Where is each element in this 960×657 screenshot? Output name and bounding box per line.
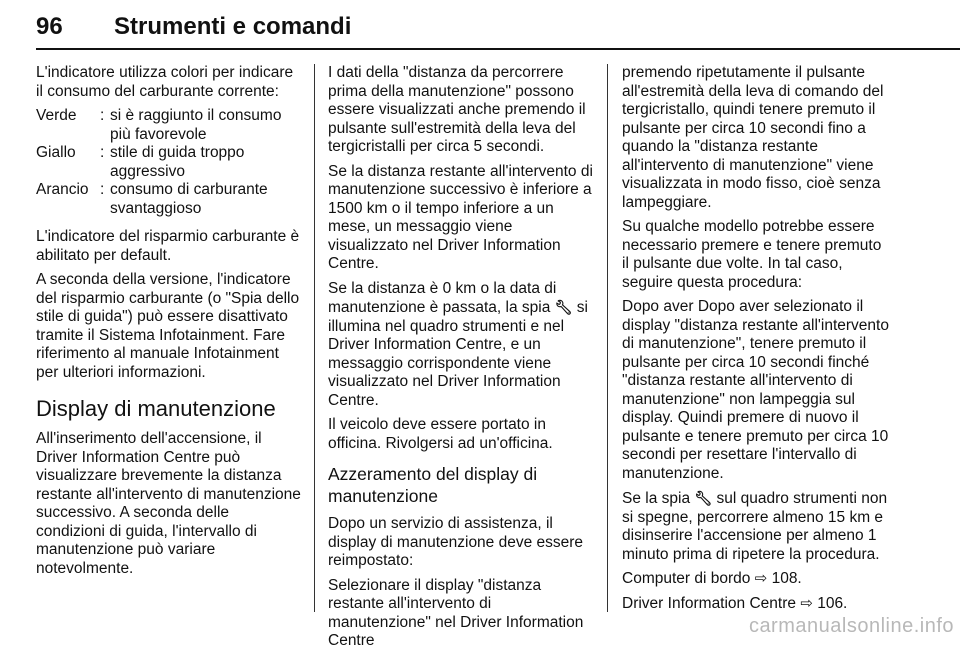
paragraph: A seconda della versione, l'indicatore del risparmio carburante (o "Spia dello stile di guida") può essere disattivato tramite il Sistema Infotainment. Fare riferimento al manuale Infotainment per ulteriori informazioni.: [36, 271, 300, 381]
paragraph: All'inserimento dell'accensione, il Driver Information Centre può visualizzare brevemente la distanza restante all'intervento di manutenzione successivo. A seconda delle condizioni di guida, l'intervallo di manutenzione può variare notevolmente.: [36, 430, 301, 577]
reference-text: Driver Information Centre: [622, 594, 801, 612]
cross-reference[interactable]: [622, 595, 892, 614]
definition-row: [36, 107, 302, 144]
section-heading: Display di manutenzione: [36, 396, 276, 421]
definition-separator: :: [100, 181, 105, 198]
definition-separator: :: [100, 144, 105, 161]
column-divider-2: [607, 64, 608, 612]
watermark: carmanualsonline.info: [748, 615, 954, 637]
paragraph-text: Se la spia: [622, 490, 695, 507]
reference-page: 108.: [767, 570, 802, 587]
paragraph: L'indicatore del risparmio carburante è abilitato per default.: [36, 228, 300, 264]
definition-term: Giallo: [36, 144, 76, 161]
page-reference-arrow-icon: ⇨: [754, 570, 768, 587]
column-1: [36, 64, 302, 584]
paragraph: premendo ripetutamente il pulsante all'estremità della leva di comando del tergicristallo, quindi tenere premuto il pulsante per circa 10 secondi fino a quando la "distanza restante all'intervento di manutenzione" viene visualizzata in modo fisso, cioè senza lampeggiare.: [622, 64, 884, 211]
cross-reference[interactable]: [622, 570, 892, 589]
subsection-heading: Azzeramento del display di manutenzione: [328, 464, 538, 506]
paragraph: Dopo un servizio di assistenza, il display di manutenzione deve essere reimpostato:: [328, 515, 584, 569]
paragraph: I dati della "distanza da percorrere prima della manutenzione" possono essere visualizzati anche premendo il pulsante sull'estremità della leva del tergicristalli per circa 5 secondi.: [328, 64, 586, 155]
reference-page: 106.: [812, 594, 848, 612]
definition-description: stile di guida troppo aggressivo: [110, 144, 245, 180]
paragraph-text: Se la distanza è 0 km o la data di manutenzione è passata, la spia: [328, 279, 557, 316]
definition-description: si è raggiunto il consumo più favorevole: [110, 107, 282, 143]
paragraph-text: sul quadro strumenti non si spegne, percorrere almeno 15 km e disinserire l'accensione per almeno 1 minuto prima di ripetere la procedura.: [622, 490, 888, 563]
header-divider: [36, 48, 960, 50]
definition-row: [36, 181, 302, 218]
column-3: [622, 64, 892, 619]
color-definitions: [36, 107, 302, 218]
definition-term: Arancio: [36, 181, 89, 198]
column-divider-1: [314, 64, 315, 612]
paragraph: Dopo aver Dopo aver selezionato il display "distanza restante all'intervento di manutenzione", tenere premuto il pulsante per circa 10 secondi finché "distanza restante all'intervento di manutenzione" non lampeggia sul display. Quindi premere di nuovo il pulsante e tenere premuto per circa 10 secondi per resettare l'intervallo di manutenzione.: [622, 298, 889, 482]
section-title: Strumenti e comandi: [114, 13, 352, 40]
page-header: [0, 0, 960, 56]
paragraph: L'indicatore utilizza colori per indicare il consumo del carburante corrente:: [36, 64, 294, 100]
paragraph: [328, 280, 596, 411]
reference-text: Computer di bordo: [622, 570, 755, 587]
definition-description: consumo di carburante svantaggioso: [110, 181, 268, 217]
definition-separator: :: [100, 107, 105, 124]
paragraph: [622, 489, 892, 564]
paragraph-text: si illumina nel quadro strumenti e nel Driver Information Centre, e un messaggio corrispondente viene visualizzato nel Driver Information Centre.: [328, 299, 588, 409]
definition-row: [36, 144, 302, 181]
paragraph: Selezionare il display "distanza restante all'intervento di manutenzione" nel Driver Information Centre: [328, 576, 584, 649]
paragraph: Su qualche modello potrebbe essere necessario premere e tenere premuto il pulsante due volte. In tal caso, seguire questa procedura:: [622, 218, 882, 291]
column-2: [328, 64, 596, 657]
wrench-icon: 🔧︎: [554, 299, 573, 315]
wrench-icon: 🔧︎: [694, 490, 713, 506]
page-reference-arrow-icon: ⇨: [800, 594, 813, 612]
definition-term: Verde: [36, 107, 77, 124]
paragraph: Se la distanza restante all'intervento di manutenzione successivo è inferiore a 1500 km o il tempo inferiore a un mese, un messaggio viene visualizzato nel Driver Information Centre.: [328, 162, 593, 272]
page-number: 96: [36, 13, 63, 40]
paragraph: Il veicolo deve essere portato in officina. Rivolgersi ad un'officina.: [328, 416, 553, 452]
